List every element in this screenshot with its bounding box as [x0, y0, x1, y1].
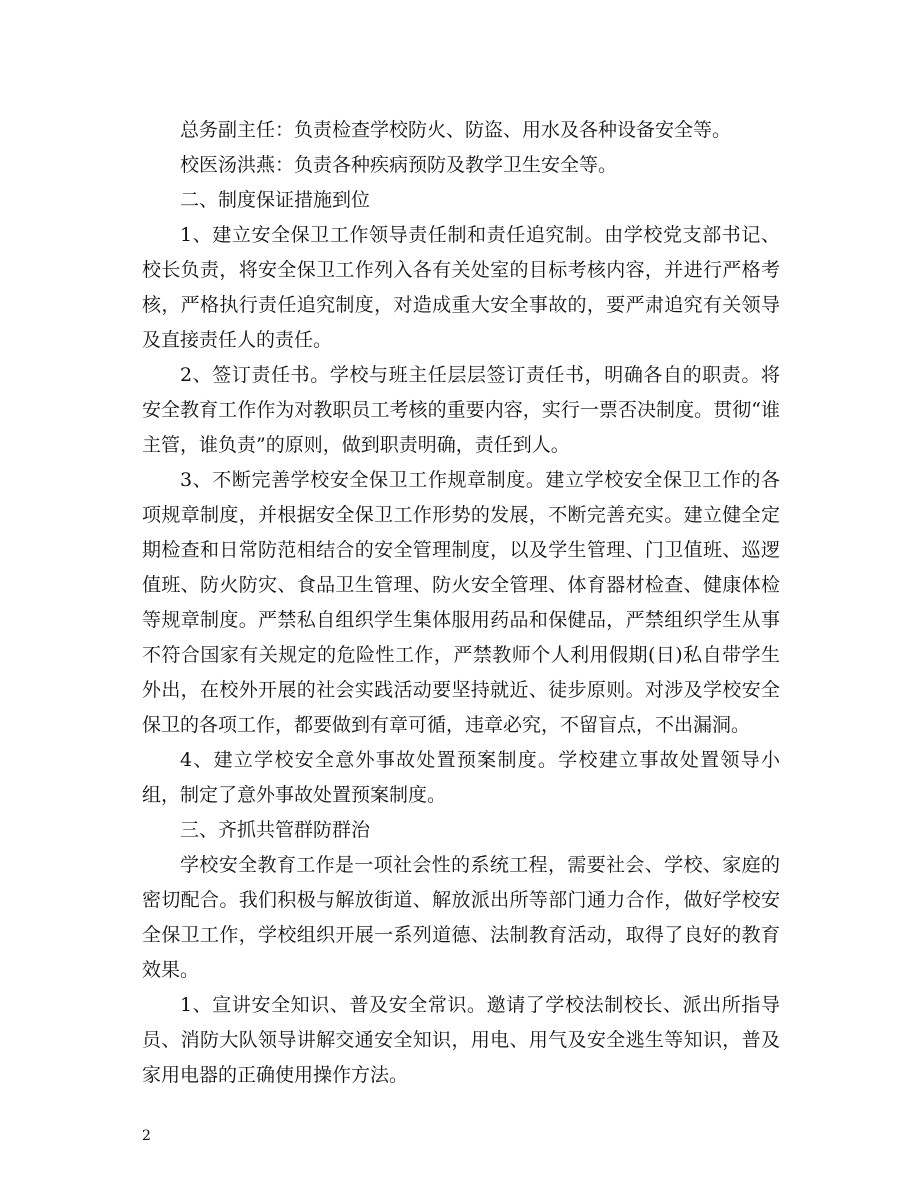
paragraph-10: 1、宣讲安全知识、普及安全常识。邀请了学校法制校长、派出所指导员、消防大队领导讲解交通安全知识，用电、用气及安全逃生等知识，普及家用电器的正确使用操作方法。 — [142, 994, 780, 1086]
paragraph-9: 学校安全教育工作是一项社会性的系统工程，需要社会、学校、家庭的密切配合。我们积极与解放街道、解放派出所等部门通力合作，做好学校安全保卫工作，学校组织开展一系列道德、法制教育活动，取得了良好的教育效果。 — [142, 854, 780, 981]
paragraph-4: 1、建立安全保卫工作领导责任制和责任追究制。由学校党支部书记、校长负责，将安全保卫工作列入各有关处室的目标考核内容，并进行严格考核，严格执行责任追究制度，对造成重大安全事故的，要严肃追究有关领导及直接责任人的责任。 — [142, 224, 780, 351]
paragraph-6: 3、不断完善学校安全保卫工作规章制度。建立学校安全保卫工作的各项规章制度，并根据安全保卫工作形势的发展，不断完善充实。建立健全定期检查和日常防范相结合的安全管理制度，以及学生管理、门卫值班、巡逻值班、防火防灾、食品卫生管理、防火安全管理、体育器材检查、健康体检等规章制度。严禁私自组织学生集体服用药品和保健品，严禁组织学生从事不符合国家有关规定的危险性工作，严禁教师个人利用假期(日)私自带学生外出，在校外开展的社会实践活动要坚持就近、徒步原则。对涉及学校安全保卫的各项工作，都要做到有章可循，违章必究，不留盲点，不出漏洞。 — [142, 469, 780, 736]
paragraph-7: 4、建立学校安全意外事故处置预案制度。学校建立事故处置领导小组，制定了意外事故处置预案制度。 — [142, 749, 780, 806]
section-heading-3: 三、齐抓共管群防群治 — [180, 819, 371, 841]
paragraph-5: 2、签订责任书。学校与班主任层层签订责任书，明确各自的职责。将安全教育工作作为对教职员工考核的重要内容，实行一票否决制度。贯彻“谁主管，谁负责”的原则，做到职责明确，责任到人。 — [142, 364, 780, 456]
paragraph-1: 总务副主任：负责检查学校防火、防盗、用水及各种设备安全等。 — [180, 119, 732, 141]
document-body — [142, 113, 780, 1093]
paragraph-2: 校医汤洪燕：负责各种疾病预防及教学卫生安全等。 — [180, 154, 618, 176]
page-number: 2 — [142, 1128, 151, 1144]
section-heading-2: 二、制度保证措施到位 — [180, 189, 371, 211]
